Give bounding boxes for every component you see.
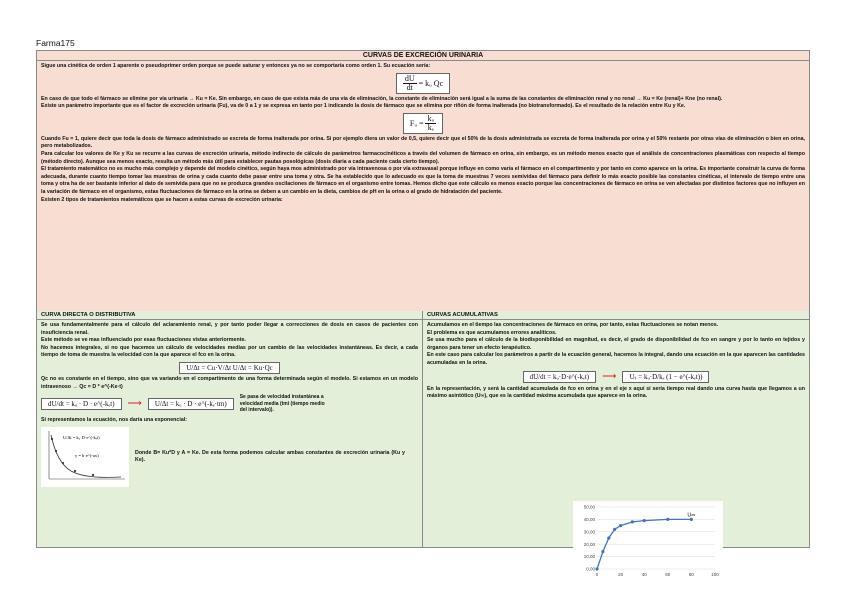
sheet	[36, 50, 810, 577]
direct-p6: Donde B= Ku*D y A = Ke. De esta forma podemos calcular ambas constantes de excreción urinaria (Ku y Ke).	[135, 449, 405, 464]
eq7: Uₜ = kᵤ·D/kₑ (1 − e^(-kₑt))	[622, 371, 709, 383]
data-point	[595, 567, 598, 570]
data-point	[643, 519, 646, 522]
eq1-num: dU	[404, 73, 415, 83]
cumulative-p4: En este caso para calcular los parámetros a partir de la ecuación general, hacemos la integral, dando una ecuación en la que aparecen las cantidades acumuladas en la orina.	[427, 352, 805, 366]
eq6: dU/dt = kᵤ·D·e^(-kₑt)	[523, 371, 597, 383]
arrow-right-icon: ⟶	[127, 398, 142, 410]
intro-paragraph-3: Existe un parámetro importante que es el factor de excreción urinaria (Fu), va de 0 a 1 y se expresa en tanto por 1 indicando la dosis de fármaco que se elimina por riñón de forma inalterada (no biotransformado). Es el resultado de la relación entre Ku y Ke.	[41, 103, 686, 110]
cumulative-p5: En la representación, y será la cantidad acumulada de fco en orina y en el eje x aquí sí sería tiempo real dando una curva hasta que llegamos a un máximo asintótico (U∞), que es la cantidad máxima acumulada que aparece en la orina.	[427, 385, 805, 400]
intro-paragraph-4: Cuando Fu = 1, quiere decir que toda la dosis de fármaco administrado se excreta de forma inalterada por orina. Si por ejemplo diera un valor de 0,5, quiere decir que el 50% de la dosis administrada se excreta de forma inalterada por orina y el 50% restante por otras vías de eliminación o bien en orina, pero metabolizados.	[41, 135, 805, 150]
direct-p4: Qc no es constante en el tiempo, sino que va variando en el compartimento de una forma determinada según el modelo. Si estamos en un modelo intravenoso → Qc = D * e^(-Ke·t)	[41, 375, 418, 390]
eq5: U/Δt = kᵤ · D · e^(-kₑ·tm)	[148, 398, 234, 410]
eq2-lhs: Fᵤ =	[409, 118, 424, 128]
data-point	[607, 536, 610, 539]
direct-p3: No hacemos integrales, si no que hacemos un cálculo de velocidades medias por un cambio de las velocidades instantáneas. Es decir, a cada tiempo de toma de muestra la velocidad con la que aparece el fco en la orina.	[41, 344, 418, 359]
document-title: Farma175	[36, 38, 75, 48]
data-point	[631, 520, 634, 523]
direct-p2: Este método se ve mas influenciado por esas fluctuaciones vistas anteriormente.	[41, 337, 246, 344]
cumulative-curve-section	[423, 311, 809, 577]
y-tick-label: 30,00	[583, 529, 595, 535]
data-point	[666, 518, 669, 521]
eq1-rhs: = kᵤ Qc	[418, 78, 444, 88]
x-tick-label: 80	[688, 572, 694, 577]
direct-p5: Si representamos la ecuación, nos daría una exponencial:	[41, 416, 188, 423]
cumulative-p1: Acumulamos en el tiempo las concentraciones de fármaco en orina, por tanto, estas fluctuaciones se notan menos.	[427, 322, 719, 328]
equation-rate	[41, 73, 805, 94]
direct-p1: Se usa fundamentalmente para el cálculo del aclaramiento renal, y por tanto poder llegar a correcciones de dosis en casos de pacientes con insuficiencia renal.	[41, 322, 418, 336]
x-tick-label: 20	[618, 572, 624, 577]
graph-eq-1: U/Δt = kᵤ·D·e^(-kₑt)	[63, 435, 100, 441]
graph-eq-2: y = b·e^(-ax)	[75, 453, 99, 459]
cumulative-chart-wrap	[573, 501, 723, 586]
cumulative-curve-title: CURVAS ACUMULATIVAS	[423, 312, 809, 320]
intro-paragraph-5: Para calcular los valores de Ke y Ku se recurre a las curvas de excreción urinaria, método indirecto de cálculo de parámetros farmacocinéticos a través del volumen de fármaco en orina, sin embargo, es un método menos exacto que el análisis de concentraciones plasmáticas con respecto al tiempo (método directo). Aunque sea menos exacto, resulta un método más útil para establecer pautas posológicas (dosis diaria a cada paciente cada cierto tiempo).	[41, 150, 805, 165]
x-tick-label: 0	[595, 572, 599, 577]
exponential-row	[41, 427, 418, 487]
x-tick-label: 100	[711, 572, 719, 577]
section-header: CURVAS DE EXCRECIÓN URINARIA	[37, 52, 809, 61]
arrow-right-icon-2: ⟶	[602, 371, 617, 383]
x-tick-label: 60	[665, 572, 671, 577]
eq2-den: kₑ	[427, 122, 434, 132]
intro-paragraph-2: En caso de que todo el fármaco se elimine por vía urinaria → Ku = Ke. Sin embargo, en caso de que exista más de una vía de eliminación, la constante de eliminación será igual a la suma de las constantes de eliminación renal y no renal → Ku = Ke (renal)+ Kne (no renal).	[41, 95, 723, 102]
y-tick-label: 20,00	[583, 541, 595, 547]
data-point	[613, 528, 616, 531]
y-tick-label: 10,00	[583, 554, 595, 560]
y-tick-label: 50,00	[583, 504, 595, 510]
exponential-graph	[41, 427, 129, 487]
intro-paragraph-1: Sigue una cinética de orden 1 aparente o pseudoprimer orden porque se puede saturar y entonces ya no se comportaría como orden 1. Su ecuación sería:	[41, 63, 431, 69]
mean-rate-note: Se pasa de velocidad instantánea a velocidad media (tmi (tiempo medio del intervalo)).	[239, 394, 325, 414]
eq1-den: dt	[406, 82, 413, 92]
data-point	[619, 524, 622, 527]
eq2-num: kᵤ	[427, 113, 435, 123]
eq4: dU/dt = kᵤ · D · e^(-kₑt)	[41, 398, 122, 410]
series-label: U∞	[687, 512, 696, 519]
equation-fu	[41, 113, 805, 134]
direct-curve-section	[37, 311, 423, 547]
equation-mean-rate	[41, 362, 418, 374]
y-tick-label: 40,00	[583, 517, 595, 522]
eq3: U/Δt = Cu·V/Δt U/Δt = Ku·Qc	[179, 362, 280, 374]
cumulative-p3: Se usa mucho para el cálculo de la biodisponibilidad en magnitud, es decir, el grado de disponibilidad de fco en sangre y por lo tanto en tejidos y órganos para tener un efecto terapéutico.	[427, 337, 805, 351]
intro-paragraph-6: El tratamiento matemático no es mucho más complejo y depende del modelo cinético, según haya mos administrado por vía intravenosa o por vía extravasal porque influye en como varía el fármaco en el compartimento y por tanto en como aparece en la orina. Es importante construir la curva de forma adecuada, durante cuanto tiempo tomar las muestras de orina y cada cuanto debe pasar entre una toma y otra. Se ha establecido que lo adecuado es que la toma de muestras 7 veces semividas del fármaco para definir lo más exacto posible las constantes cinéticas, el intervalo de tiempo entre una toma y otra ha de ser bastante inferior al dato de semivida para que no se produzca grandes oscilaciones de fármaco en el organismo entre tomas. Hemos dicho que este cálculo es menos exacto porque las concentraciones de fármaco en orina se ven afectadas por distintos factores que no influyen en la variación de fármaco en el organismo, estas fluctuaciones de fármaco en la orina se deben a un cambio en la dieta, cambios de pH en la orina o al grado de hidratación del paciente.	[41, 166, 805, 195]
cumulative-p2: El problema es que acumulamos errores analíticos.	[427, 329, 557, 336]
data-point	[601, 550, 604, 553]
intro-paragraph-7: Existen 2 tipos de tratamientos matemáticos que se hacen a estas curvas de excreción urinaria:	[41, 196, 283, 203]
cumulative-chart	[573, 501, 723, 581]
cumulative-equation-row	[427, 371, 805, 383]
equation-transform-row	[41, 394, 418, 414]
intro-section	[37, 51, 809, 312]
direct-curve-title: CURVA DIRECTA O DISTRIBUTIVA	[37, 312, 422, 320]
x-tick-label: 40	[641, 572, 647, 577]
y-tick-label: 0,00	[586, 566, 595, 572]
